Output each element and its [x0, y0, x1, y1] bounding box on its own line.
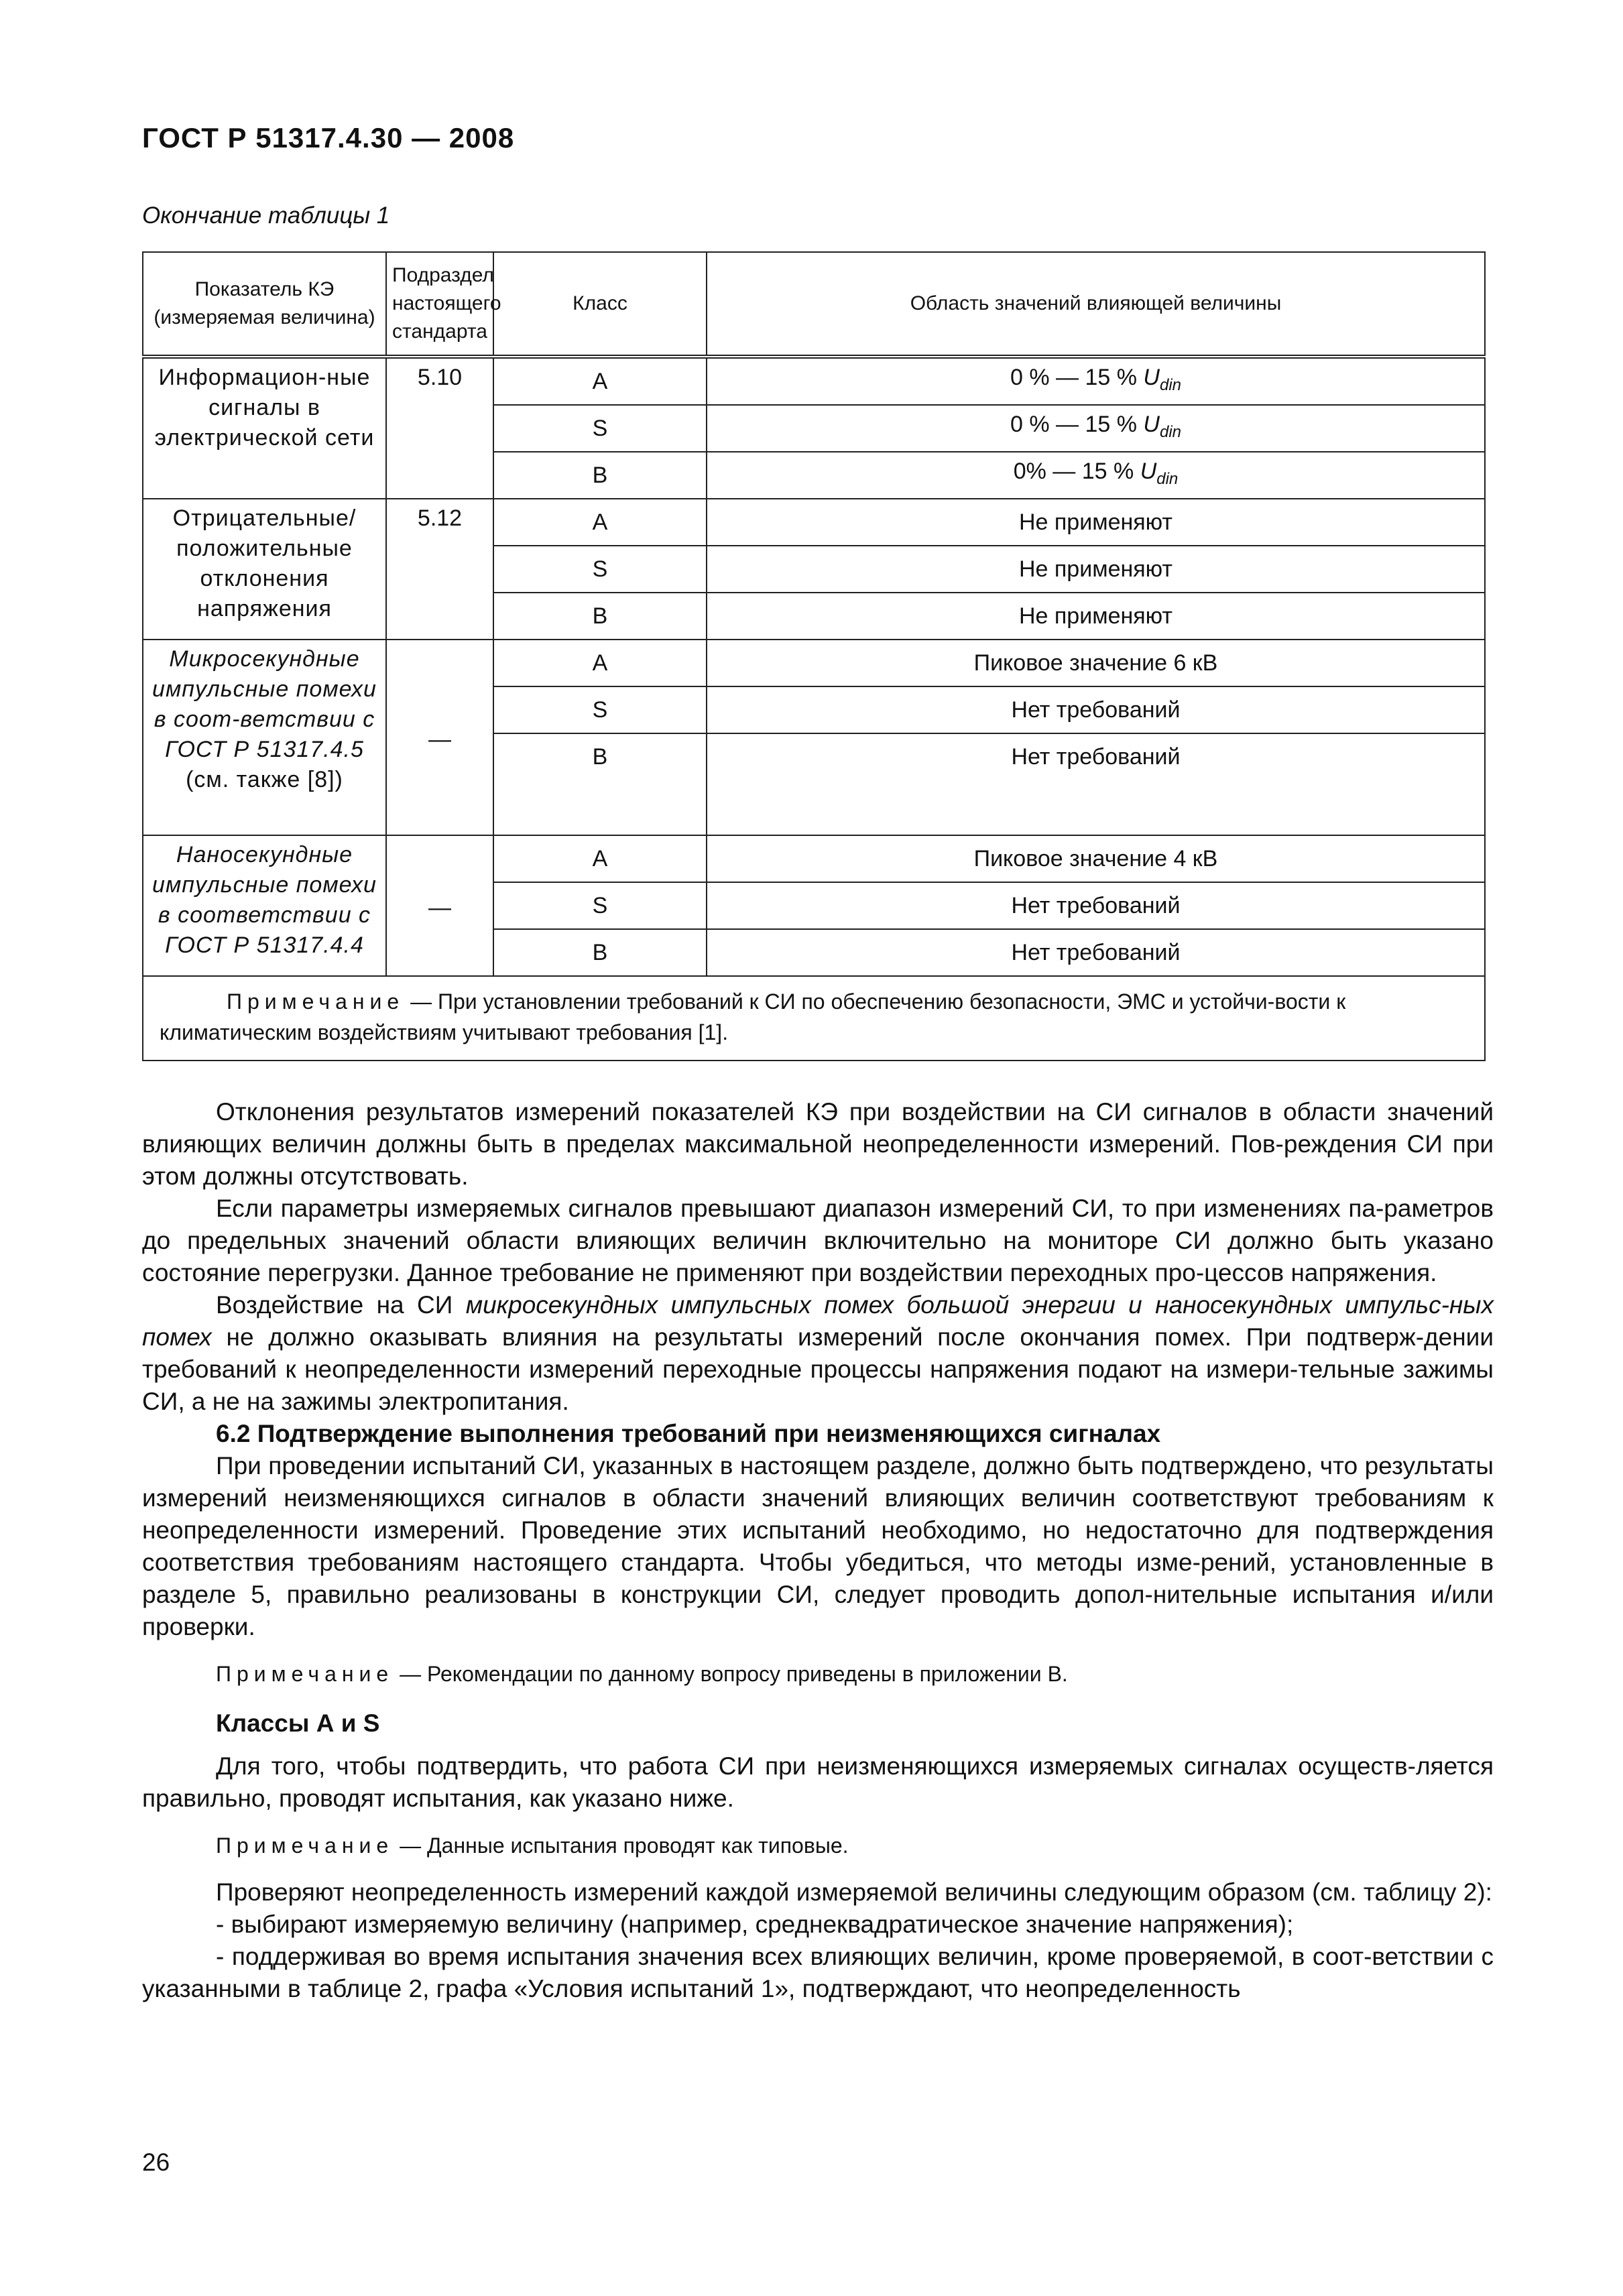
table-note-row [143, 976, 1485, 1061]
col-header-range: Область значений влияющей величины [707, 252, 1485, 357]
range-cell: Пиковое значение 4 кВ [707, 835, 1485, 882]
paragraph: Отклонения результатов измерений показателей КЭ при воздействии на СИ сигналов в области значений влияющих величин должны быть в пределах максимальной неопределенности измерений. Пов-реждения СИ при этом должны отсутствовать. [142, 1098, 1494, 1190]
class-cell: B [493, 452, 707, 499]
class-cell: A [493, 357, 707, 405]
paragraph: При проведении испытаний СИ, указанных в настоящем разделе, должно быть подтверждено, что результаты измерений неизменяющихся сигналов в области значений влияющих величин соответствуют требованиям к неопределенности измерений. Проведение этих испытаний необходимо, но недостаточно для подтверждения соответствия требованиям настоящего стандарта. Чтобы убедиться, что методы изме-рений, установленные в разделе 5, правильно реализованы в конструкции СИ, следует проводить допол-нительные испытания и/или проверки. [142, 1452, 1494, 1640]
section-heading-6-2: 6.2 Подтверждение выполнения требований при неизменяющихся сигналах [216, 1420, 1161, 1447]
class-cell: B [493, 593, 707, 640]
range-cell: Нет требований [707, 882, 1485, 929]
body-text [142, 1096, 1494, 2005]
note-label: Примечание [227, 989, 405, 1014]
indicator-cell: Микросекундные импульсные помехи в соот-ветствии с ГОСТ Р 51317.4.5 (см. также [8]) [143, 640, 386, 835]
class-cell: S [493, 882, 707, 929]
table-note [143, 976, 1485, 1061]
table-row [143, 499, 1485, 546]
table-row [143, 640, 1485, 686]
range-cell: Нет требований [707, 929, 1485, 976]
section-cell: 5.12 [386, 499, 493, 640]
table-header-row [143, 252, 1485, 357]
subsection-heading-classes: Классы А и S [216, 1709, 380, 1737]
col-header-class: Класс [493, 252, 707, 357]
col-header-section: Подраздел настоящего стандарта [386, 252, 493, 357]
paragraph: Для того, чтобы подтвердить, что работа СИ при неизменяющихся измеряемых сигналах осуществ-ляется правильно, проводят испытания, как указано ниже. [142, 1752, 1494, 1812]
section-cell: — [386, 640, 493, 835]
paragraph: Если параметры измеряемых сигналов превышают диапазон измерений СИ, то при изменениях па-раметров до предельных значений области влияющих величин включительно на мониторе СИ должно быть указано состояние перегрузки. Данное требование не применяют при воздействии переходных про-цессов напряжения. [142, 1195, 1494, 1286]
paragraph: Проверяют неопределенность измерений каждой измеряемой величины следующим образом (см. таблицу 2): [216, 1878, 1492, 1906]
range-cell: Нет требований [707, 686, 1485, 733]
paragraph: Воздействие на СИ микросекундных импульсных помех большой энергии и наносекундных импульс-ных помех не должно оказывать влияния на результаты измерений после окончания помех. При подтверж-дении требований к неопределенности измерений переходные процессы напряжения подают на измери-тельные зажимы СИ, а не на зажимы электропитания. [142, 1291, 1494, 1415]
document-header: ГОСТ Р 51317.4.30 — 2008 [142, 122, 515, 154]
class-cell: B [493, 733, 707, 835]
note: Примечание — Рекомендации по данному вопросу приведены в приложении В. [216, 1662, 1068, 1686]
range-cell: Не применяют [707, 593, 1485, 640]
section-cell: 5.10 [386, 357, 493, 499]
class-cell: S [493, 686, 707, 733]
note: Примечание — Данные испытания проводят как типовые. [216, 1833, 849, 1858]
table-row [143, 357, 1485, 405]
class-cell: S [493, 546, 707, 593]
class-cell: S [493, 405, 707, 452]
indicator-cell: Наносекундные импульсные помехи в соответствии с ГОСТ Р 51317.4.4 [143, 835, 386, 976]
range-cell: 0% — 15 % $U_{din}$ [707, 452, 1485, 499]
section-cell: — [386, 835, 493, 976]
class-cell: A [493, 640, 707, 686]
note-text: — При установлении требований к СИ по обеспечению безопасности, ЭМС и устойчи-вости к климатическим воздействиям учитывают требования [1]. [160, 989, 1346, 1044]
class-cell: A [493, 835, 707, 882]
list-item: - выбирают измеряемую величину (например, среднеквадратическое значение напряжения); [216, 1911, 1294, 1938]
col-header-indicator: Показатель КЭ (измеряемая величина) [143, 252, 386, 357]
range-cell: 0 % — 15 % $U_{din}$ [707, 357, 1485, 405]
class-cell: A [493, 499, 707, 546]
range-cell: Не применяют [707, 546, 1485, 593]
page-number: 26 [142, 2149, 170, 2176]
range-cell: 0 % — 15 % $U_{din}$ [707, 405, 1485, 452]
quality-indicators-table [142, 251, 1486, 1061]
table-row [143, 835, 1485, 882]
table-caption: Окончание таблицы 1 [142, 202, 390, 229]
indicator-cell: Информацион-ные сигналы в электрической сети [143, 357, 386, 499]
list-item: - поддерживая во время испытания значения всех влияющих величин, кроме проверяемой, в соот-ветствии с указанными в таблице 2, графа «Условия испытаний 1», подтверждают, что неопределенность [142, 1943, 1494, 2002]
class-cell: B [493, 929, 707, 976]
range-cell: Не применяют [707, 499, 1485, 546]
range-cell: Пиковое значение 6 кВ [707, 640, 1485, 686]
indicator-cell: Отрицательные/ положительные отклонения напряжения [143, 499, 386, 640]
range-cell: Нет требований [707, 733, 1485, 835]
